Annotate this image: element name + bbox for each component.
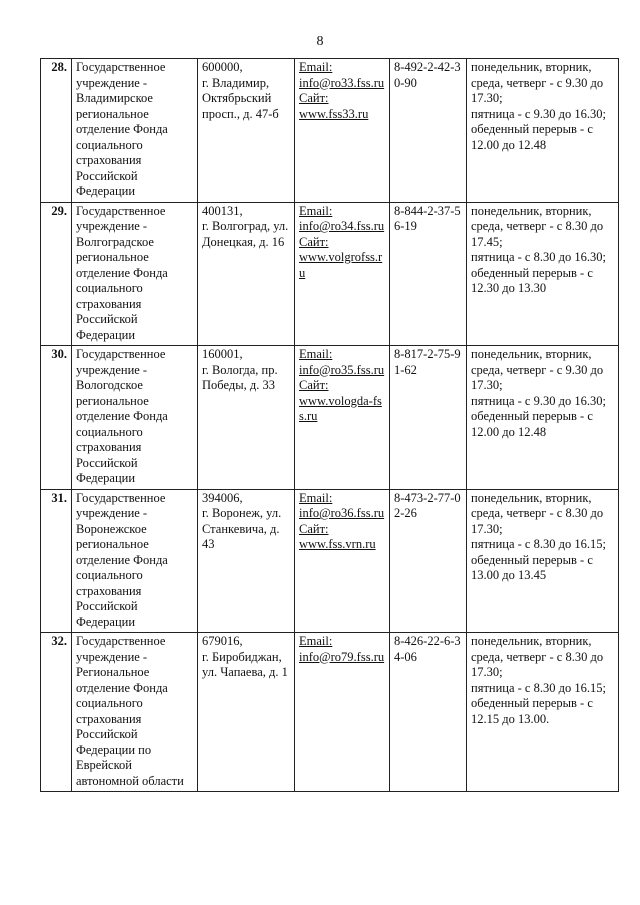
site-link[interactable]: www.fss.vrn.ru xyxy=(299,537,376,551)
phone-number: 8-844-2-37-56-19 xyxy=(390,202,467,346)
contacts-cell xyxy=(295,633,390,792)
working-hours xyxy=(467,59,619,203)
street-address: г. Воронеж, ул. Станкевича, д. 43 xyxy=(202,506,282,551)
hours-lunch: обеденный перерыв - с 12.00 до 12.48 xyxy=(471,409,593,439)
table-row xyxy=(41,59,619,203)
working-hours xyxy=(467,202,619,346)
email-label: Email: xyxy=(299,490,333,505)
email-label: Email: xyxy=(299,60,333,74)
contacts-cell xyxy=(295,346,390,490)
street-address: г. Вологда, пр. Победы, д. 33 xyxy=(202,362,278,392)
hours-friday: пятница - с 8.30 до 16.15; xyxy=(471,680,606,695)
email-link[interactable]: info@ro36.fss.ru xyxy=(299,506,385,520)
table-row xyxy=(41,202,619,346)
address-cell xyxy=(198,202,295,346)
row-number: 28. xyxy=(41,59,72,203)
contacts-cell xyxy=(295,202,390,346)
row-number: 29. xyxy=(41,202,72,346)
hours-weekdays: понедельник, вторник, среда, четверг - с 9.30 до 17.30; xyxy=(471,347,604,392)
organization-name: Государственное учреждение - Волгоградское региональное отделение Фонда социального страхования Российской Федерации xyxy=(72,202,198,346)
page-number: 8 xyxy=(316,34,324,49)
organization-name: Государственное учреждение - Воронежское региональное отделение Фонда социального страхования Российской Федерации xyxy=(72,489,198,633)
hours-friday: пятница - с 8.30 до 16.15; xyxy=(471,537,606,551)
hours-lunch: обеденный перерыв - с 12.30 до 13.30 xyxy=(471,265,593,295)
email-link[interactable]: info@ro35.fss.ru xyxy=(299,362,385,377)
hours-lunch: обеденный перерыв - с 12.15 до 13.00. xyxy=(471,696,593,726)
table-row xyxy=(41,633,619,792)
address-cell xyxy=(198,633,295,792)
site-link[interactable]: www.vologda-fss.ru xyxy=(299,393,382,423)
working-hours xyxy=(467,346,619,490)
street-address: г. Волгоград, ул. Донецкая, д. 16 xyxy=(202,219,289,249)
site-label: Сайт: xyxy=(299,378,329,392)
contacts-cell xyxy=(295,489,390,633)
organization-name: Государственное учреждение - Вологодское региональное отделение Фонда социального страхования Российской Федерации xyxy=(72,346,198,490)
site-link[interactable]: www.fss33.ru xyxy=(299,106,369,121)
working-hours xyxy=(467,633,619,792)
email-label: Email: xyxy=(299,634,333,648)
phone-number: 8-473-2-77-02-26 xyxy=(390,489,467,633)
street-address: г. Биробиджан, ул. Чапаева, д. 1 xyxy=(202,649,288,679)
email-link[interactable]: info@ro33.fss.ru xyxy=(299,75,385,90)
postal-code: 160001, xyxy=(202,347,243,361)
hours-weekdays: понедельник, вторник, среда, четверг - с 8.30 до 17.30; xyxy=(471,634,604,679)
hours-friday: пятница - с 9.30 до 16.30; xyxy=(471,393,606,408)
postal-code: 600000, xyxy=(202,60,243,74)
email-link[interactable]: info@ro34.fss.ru xyxy=(299,219,385,233)
hours-friday: пятница - с 8.30 до 16.30; xyxy=(471,250,606,264)
hours-lunch: обеденный перерыв - с 12.00 до 12.48 xyxy=(471,122,593,152)
hours-weekdays: понедельник, вторник, среда, четверг - с 8.30 до 17.45; xyxy=(471,203,604,249)
hours-weekdays: понедельник, вторник, среда, четверг - с 9.30 до 17.30; xyxy=(471,60,604,105)
postal-code: 394006, xyxy=(202,490,243,505)
contacts-cell xyxy=(295,59,390,203)
street-address: г. Владимир, Октябрьский просп., д. 47-б xyxy=(202,75,279,121)
row-number: 30. xyxy=(41,346,72,490)
email-label: Email: xyxy=(299,347,333,361)
site-link[interactable]: www.volgrofss.ru xyxy=(299,250,383,280)
working-hours xyxy=(467,489,619,633)
table-row xyxy=(41,489,619,633)
row-number: 31. xyxy=(41,489,72,633)
address-cell xyxy=(198,489,295,633)
phone-number: 8-817-2-75-91-62 xyxy=(390,346,467,490)
branch-table xyxy=(40,58,619,792)
hours-friday: пятница - с 9.30 до 16.30; xyxy=(471,106,606,121)
address-cell xyxy=(198,346,295,490)
email-link[interactable]: info@ro79.fss.ru xyxy=(299,649,385,664)
postal-code: 679016, xyxy=(202,634,243,648)
phone-number: 8-492-2-42-30-90 xyxy=(390,59,467,203)
organization-name: Государственное учреждение - Региональное отделение Фонда социального страхования Российской Федерации по Еврейской автономной области xyxy=(72,633,198,792)
organization-name: Государственное учреждение - Владимирское региональное отделение Фонда социального страхования Российской Федерации xyxy=(72,59,198,203)
phone-number: 8-426-22-6-34-06 xyxy=(390,633,467,792)
hours-weekdays: понедельник, вторник, среда, четверг - с 8.30 до 17.30; xyxy=(471,490,604,536)
site-label: Сайт: xyxy=(299,91,329,105)
postal-code: 400131, xyxy=(202,203,243,218)
site-label: Сайт: xyxy=(299,521,329,536)
hours-lunch: обеденный перерыв - с 13.00 до 13.45 xyxy=(471,552,593,582)
site-label: Сайт: xyxy=(299,234,329,249)
row-number: 32. xyxy=(41,633,72,792)
email-label: Email: xyxy=(299,203,333,218)
address-cell xyxy=(198,59,295,203)
table-row xyxy=(41,346,619,490)
